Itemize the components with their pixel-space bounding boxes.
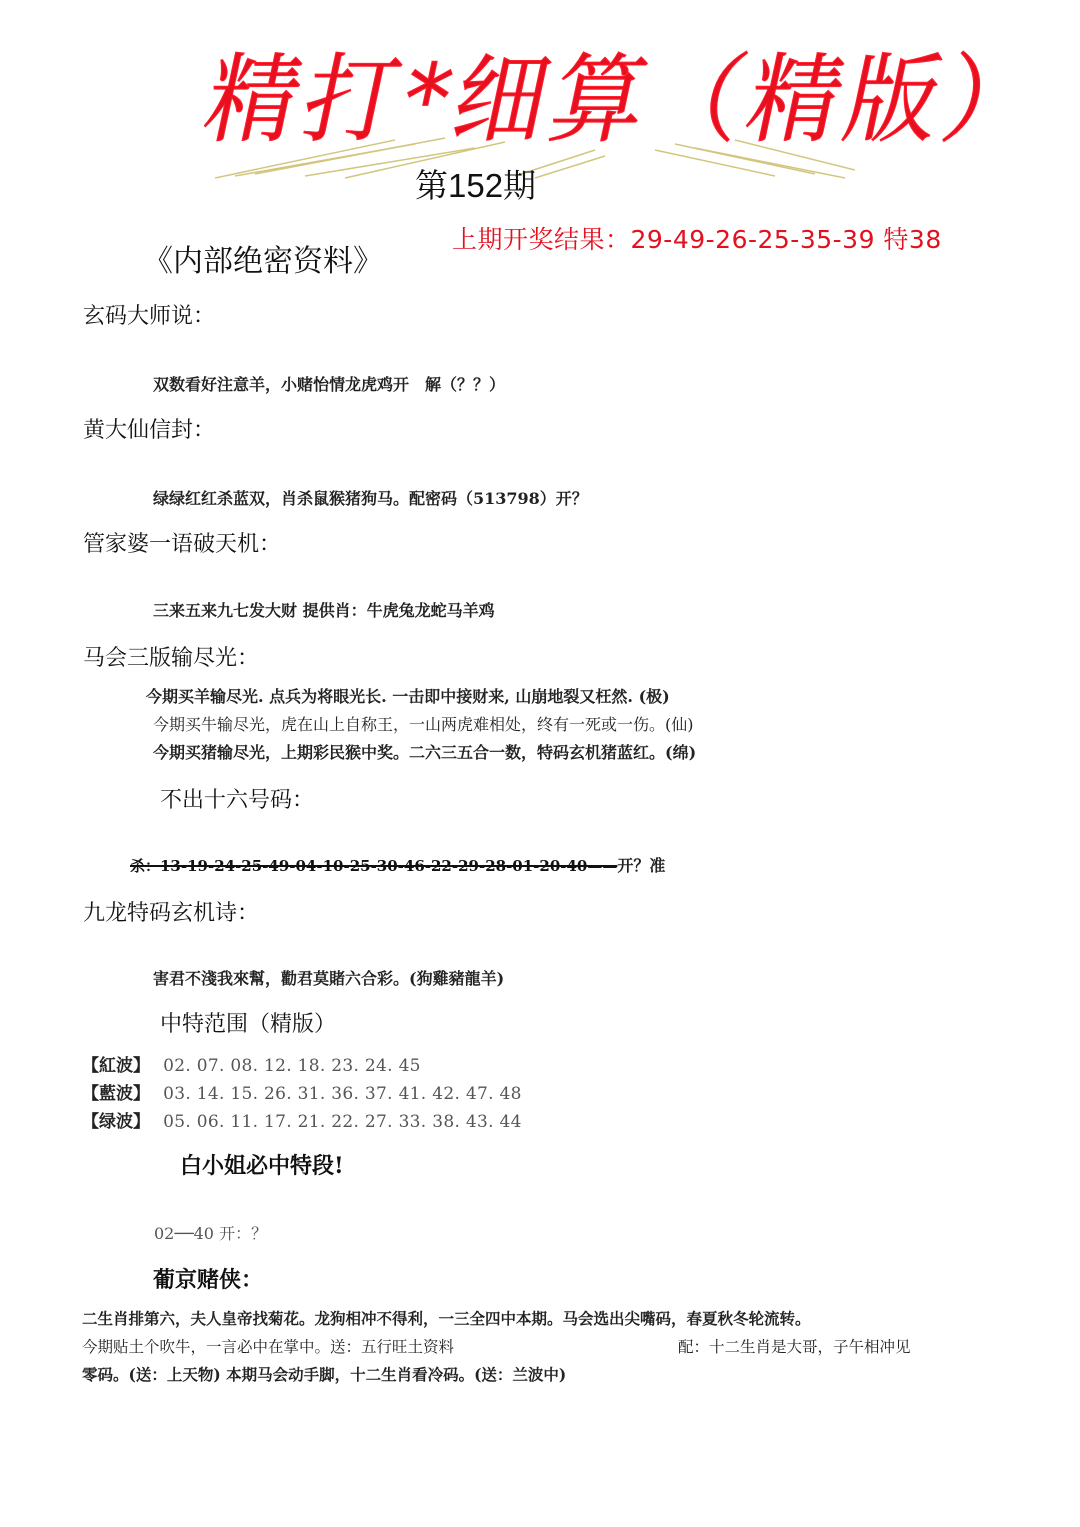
wave-numbers-red: 02. 07. 08. 12. 18. 23. 24. 45 [163,1056,421,1076]
mahui-line-2: 今期买牛输尽光，虎在山上自称王，一山两虎难相处，终有一死或一伤。(仙) [153,715,694,734]
section-heading-zhongte: 中特范围（精版） [160,1012,337,1037]
pujing-line-2: 今期贴土个吹牛，一言必中在掌中。送：五行旺土资料 [82,1338,455,1356]
pujing-line-3: 零码。(送：上天物) 本期马会动手脚，十二生肖看冷码。(送：兰波中) [82,1365,567,1384]
kill-numbers-line [130,853,665,876]
pujing-line-1: 二生肖排第六，夫人皇帝找菊花。龙狗相冲不得利，一三全四中本期。马会选出尖嘴码，春夏秋冬轮流转。 [82,1309,811,1328]
banner [195,43,1056,168]
wave-label-blue: 【藍波】 [82,1084,150,1104]
section-heading-mahui: 马会三版输尽光： [83,646,260,671]
wave-row-blue [82,1079,522,1104]
section-heading-jiulong: 九龙特码玄机诗： [83,901,260,926]
section-line-jiulong: 害君不淺我來幫，勸君莫賭六合彩。(狗雞豬龍羊) [153,969,505,988]
last-draw-result: 上期开奖结果：29-49-26-25-35-39 特38 [452,225,942,254]
section-heading-bai: 白小姐必中特段! [180,1153,344,1179]
section-line-xuanma: 双数看好注意羊，小赌怡情龙虎鸡开 解（？？） [153,375,506,394]
wave-row-green [82,1107,522,1132]
wave-label-green: 【绿波】 [82,1112,150,1132]
section-heading-xuanma: 玄码大师说： [83,304,216,329]
section-heading-pujing: 葡京赌侠： [153,1267,264,1293]
document-title: 《内部绝密资料》 [143,244,383,279]
section-heading-guanjiapo: 管家婆一语破天机： [83,532,282,557]
section-heading-huangdaxian: 黄大仙信封： [83,418,216,443]
section-line-guanjiapo: 三来五来九七发大财 提供肖：牛虎兔龙蛇马羊鸡 [153,601,495,620]
mahui-line-3: 今期买猪输尽光，上期彩民猴中奖。二六三五合一数，特码玄机猪蓝红。(绵) [153,743,697,762]
banner-title: 精打*细算（精版） [195,43,1056,156]
pujing-line-2b: 配：十二生肖是大哥，子午相冲见 [678,1338,911,1356]
issue-number: 第152期 [415,167,537,204]
wave-numbers-blue: 03. 14. 15. 26. 31. 36. 37. 41. 42. 47. 48 [163,1084,522,1104]
kill-suffix: 开？准 [617,856,666,875]
wave-numbers-green: 05. 06. 11. 17. 21. 22. 27. 33. 38. 43. 44 [163,1112,522,1132]
wave-row-red [82,1051,421,1076]
section-line-huangdaxian: 绿绿红红杀蓝双，肖杀鼠猴猪狗马。配密码（513798）开？ [153,489,588,508]
struck-numbers: 杀：13-19-24-25-49-04-10-25-30-46-22-29-28-01-20-40—— [130,857,618,875]
mahui-line-1: 今期买羊输尽光. 点兵为将眼光长. 一击即中接财来, 山崩地裂又枉然. (极) [146,687,670,706]
wave-label-red: 【紅波】 [82,1056,150,1076]
section-line-bai: 02──40 开：？ [154,1224,268,1243]
section-heading-buchu: 不出十六号码： [160,788,315,813]
